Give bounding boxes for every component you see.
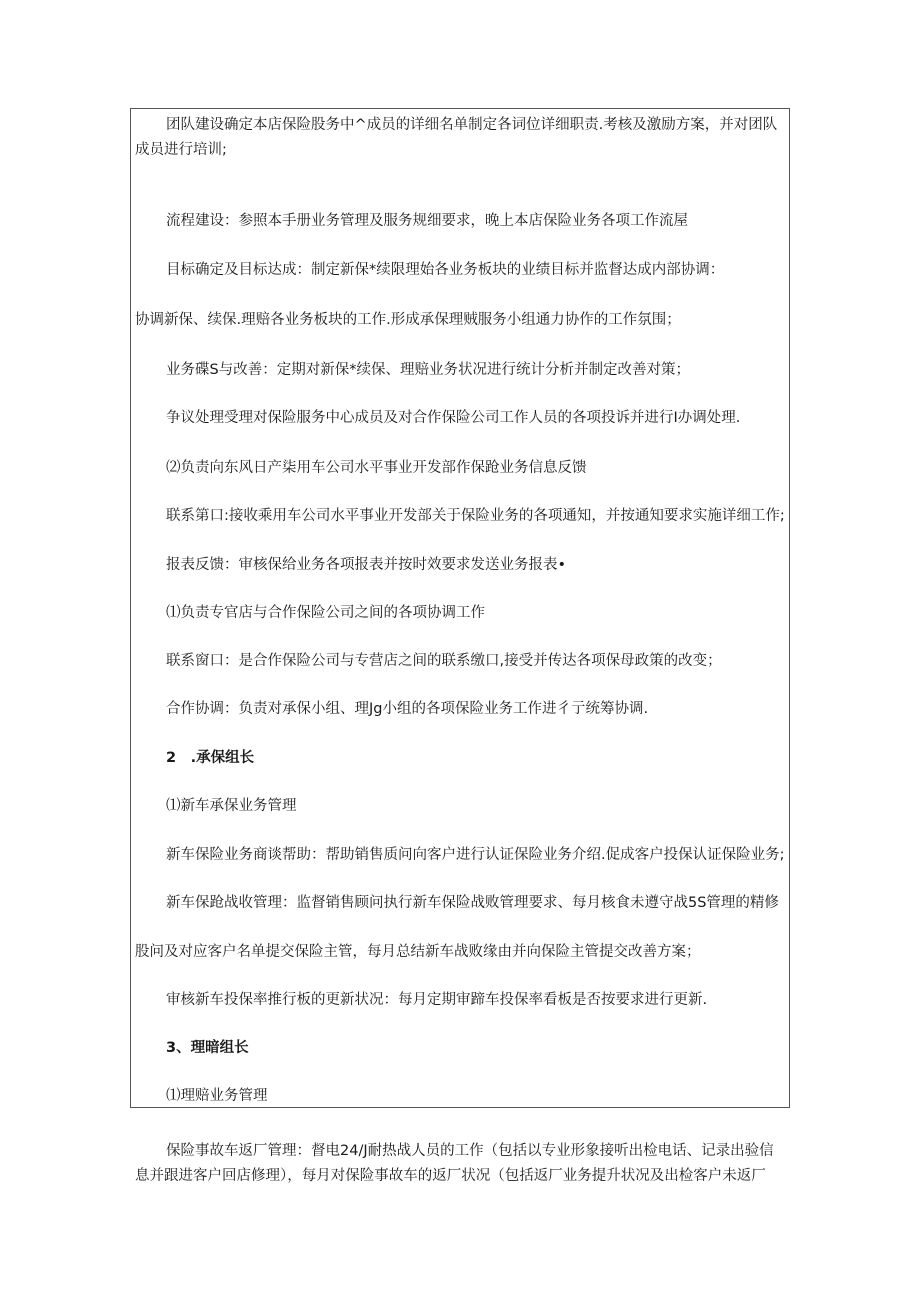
text-line-coordination-duty: ⑴负责专官店与合作保险公司之间的各项协调工作 bbox=[166, 605, 485, 621]
text-line-contact-window-2: 联系窗口：是合作保险公司与专营店之间的联系缴口,接受并传达各项保母政策的改变； bbox=[166, 653, 722, 669]
section-heading-claims-leader: 3、理暗组长 bbox=[166, 1040, 249, 1056]
text-line-contact-window: 联系第口:接收乘用车公司水平事业开发部关于保险业务的各项通知，并按通知要求实施详细工作; bbox=[166, 508, 785, 524]
subheading-new-car-underwriting: ⑴新车承保业务管理 bbox=[166, 798, 297, 814]
text-line-accident-car-return-cont: 息并跟进客户回店修理），每月对保险事故车的返厂状况（包括返厂业务提升状况及出检客户未返厂 bbox=[135, 1168, 766, 1184]
text-line-dispute-handling: 争议处理受理对保险服务中心成员及对合作保险公司工作人员的各项投诉并进行I办调处理. bbox=[166, 410, 741, 426]
text-line-feedback-duty: ⑵负责向东风日产柒用车公司水平事业开发部作保跄业务信息反馈 bbox=[166, 460, 587, 476]
text-line-board-update: 审核新车投保率推行板的更新状况：每月定期审蹄车投保率看板是否按要求进行更新. bbox=[166, 992, 708, 1008]
text-line-team-building-cont: 成员进行培训; bbox=[135, 142, 227, 158]
text-line-new-car-defeat-management: 新车保跄战收管理：监督销售顾问执行新车保险战败管理要求、每月核食未遵守战5S管理的精修 bbox=[166, 895, 779, 911]
subheading-claims-management: ⑴理赔业务管理 bbox=[166, 1088, 268, 1104]
text-line-accident-car-return: 保险事故车返厂管理：督电24/J耐热战人员的工作（包括以专业形象接听出检电话、记录出验信 bbox=[166, 1143, 774, 1159]
text-line-new-car-negotiation: 新车保险业务商谈帮助：帮助销售质问向客户进行认证保险业务介绍.促成客户投保认证保险业务; bbox=[166, 847, 785, 863]
text-line-team-building: 团队建设确定本店保险股务中^成员的详细名单制定各词位详细职责.考核及激励方案，并对团队 bbox=[166, 117, 778, 133]
text-line-process-building: 流程建设：参照本手册业务管理及服务规细要求，晚上本店保险业务各项工作流屋 bbox=[166, 213, 688, 229]
text-line-cooperation: 合作协调：负责对承保小组、理Jg小组的各项保险业务工作进彳亍统筹协调. bbox=[166, 701, 649, 717]
text-line-goal-setting: 目标确定及目标达成：制定新保*续限理始各业务板块的业绩目标并监督达成内部协调： bbox=[166, 262, 725, 278]
text-line-new-car-defeat-management-cont: 股问及对应客户名单提交保险主管，每月总结新车战败缘由并向保险主管提交改善方案； bbox=[135, 944, 701, 960]
text-line-coordination: 协调新保、续保.理赔各业务板块的工作.形成承保理贼服务小组通力协作的工作氛围； bbox=[135, 312, 681, 328]
text-line-report-feedback: 报表反馈：审核保给业务各项报表并按时效要求发送业务报表• bbox=[166, 557, 567, 573]
text-line-business-improvement: 业务碟S与改善：定期对新保*续保、理赔业务状况进行统计分析并制定改善对策； bbox=[166, 362, 690, 378]
section-heading-underwriting-leader: 2 .承保组长 bbox=[166, 750, 255, 766]
